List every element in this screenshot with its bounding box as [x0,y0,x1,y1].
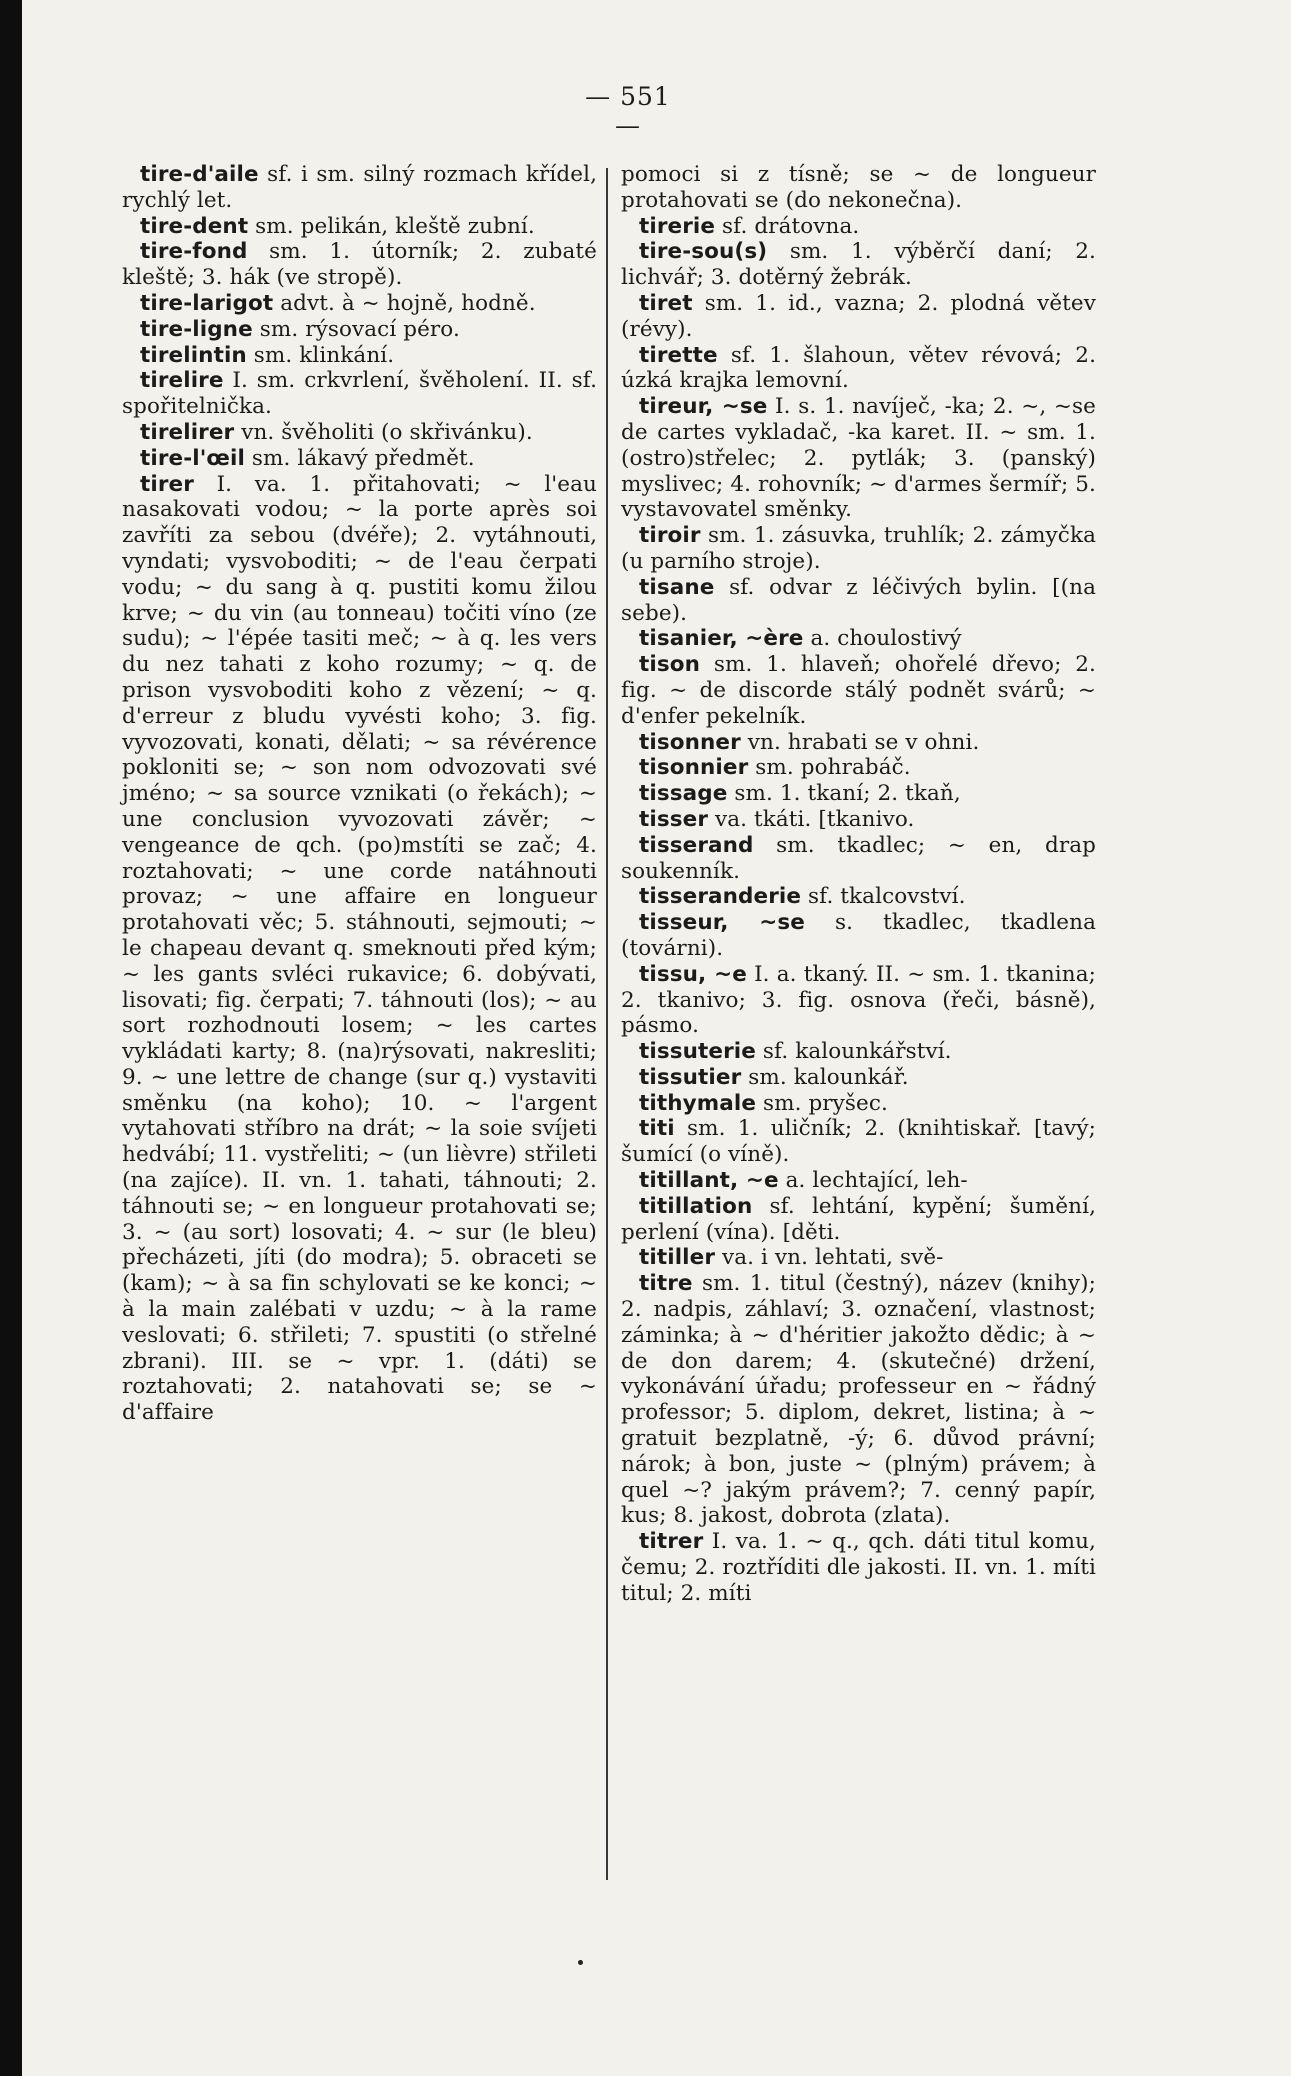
entry-definition: sf. i sm. silný rozmach křídel, rychlý let. [122,162,598,213]
entry-definition: I. va. 1. ~ q., qch. dáti titul komu, čemu; 2. roztříditi dle jakosti. II. vn. 1. míti titul; 2. míti [621,1529,1096,1606]
dictionary-entry [621,1245,1096,1271]
dictionary-entry [621,1116,1096,1168]
entry-definition: s. tkadlec, tkadlena (továrni). [621,910,1097,961]
entry-headword: tissu, ~e [639,961,747,987]
entry-definition: I. va. 1. přitahovati; ~ l'eau nasakovati vodou; ~ la porte après soi zavříti za sebou (dvéře); 2. vytáhnouti, vyndati; vysvoboditi; ~ de l'eau čerpati vodu; ~ du sang à q. pustiti komu žilou krve; ~ du vin (au tonneau) točiti víno (ze sudu); ~ l'épée tasiti meč; ~ à q. les vers du nez tahati z koho rozumy; ~ q. de prison vysvoboditi koho z vězení; ~ q. d'erreur z bludu vyvésti koho; 3. fig. vyvozovati, konati, dělati; ~ sa révérence pokloniti se; ~ son nom odvozovati své jméno; ~ sa source vznikati (o řekách); ~ une conclusion vyvozovati závěr; ~ vengeance de qch. (po)mstíti se zač; 4. roztahovati; ~ une corde natáhnouti provaz; ~ une affaire en longueur protahovati věc; 5. stáhnouti, sejmouti; ~ le chapeau devant q. smeknouti před kým; ~ les gants svléci rukavice; 6. dobývati, lisovati; fig. čerpati; 7. táhnouti (los); ~ au sort rozhodnouti losem; ~ les cartes vykládati karty; 8. (na)rýsovati, nakresliti; 9. ~ une lettre de change (sur q.) vystaviti směnku (na koho); 10. ~ l'argent vytahovati stříbro na drát; ~ la soie svíjeti hedvábí; 11. vystřeliti; ~ (un lièvre) střileti (na zajíce). II. vn. 1. tahati, táhnouti; 2. táhnouti se; ~ en longueur protahovati se; 3. ~ (au sort) losovati; 4. ~ sur (le bleu) přecházeti, jíti (do modra); 5. obraceti se (kam); ~ à sa fin schylovati se ke konci; ~ à la main zalébati v uzdu; ~ à la rame veslovati; 6. střileti; 7. spustiti (o střelné zbrani). III. se ~ vpr. 1. (dáti) se roztahovati; 2. natahovati se; se ~ d'affaire [122,471,597,1426]
entry-headword: titrer [639,1529,704,1555]
dictionary-entry [122,368,597,420]
entry-headword: tire-sou(s) [639,239,768,265]
dictionary-entry [621,807,1096,833]
page-number: — 551 — [585,82,671,140]
entry-headword: tire-ligne [140,316,253,342]
entry-definition: sf. tkalcovství. [808,884,966,910]
entry-headword: tiroir [639,523,701,549]
entry-definition: sm. klinkání. [253,342,395,368]
entry-definition: a. lechtající, leh- [785,1168,968,1194]
entry-headword: tire-larigot [140,290,274,316]
entry-headword: tire-d'aile [140,162,259,187]
entry-definition: I. sm. crkvrlení, švěholení. II. sf. spořitelnička. [122,368,598,420]
entry-headword: tirerie [639,213,716,239]
entry-definition: sm. pelikán, kleště zubní. [255,213,535,239]
entry-definition: advt. à ~ hojně, hodně. [280,290,536,316]
entry-definition: sm. 1. výběrčí daní; 2. lichvář; 3. dotěrný žebrák. [621,239,1096,291]
dictionary-entry [621,962,1096,1039]
dictionary-entry [621,1271,1096,1529]
entry-headword: tithymale [639,1090,757,1116]
entry-headword: tissage [639,781,728,807]
dictionary-page [22,0,1291,2076]
dictionary-entry [621,1529,1096,1606]
dictionary-entry [621,730,1096,756]
entry-headword: tirelire [140,368,224,394]
entry-definition: sf. drátovna. [722,213,860,239]
entry-definition: sf. lehtání, kypění; šumění, perlení (vína). [děti. [621,1193,1096,1245]
dictionary-entry [122,420,597,446]
dictionary-entry [621,781,1096,807]
right-column [621,162,1096,1607]
entry-headword: tire-l'œil [140,445,245,471]
dictionary-entry [621,652,1096,729]
dictionary-entry [621,1168,1096,1194]
entry-definition: sm. kalounkář. [748,1064,909,1090]
entry-headword: titillant, ~e [639,1168,779,1194]
dictionary-entry [621,162,1096,214]
entry-headword: tisonnier [639,755,749,781]
entry-headword: tisonner [639,729,741,755]
dictionary-entry [621,833,1096,885]
dictionary-entry [621,755,1096,781]
entry-definition: sf. odvar z léčivých bylin. [(na sebe). [621,574,1096,626]
dictionary-entry [621,626,1096,652]
entry-headword: tire-dent [140,213,249,239]
entry-definition: sm. 1. hlaveň; ohořelé dřevo; 2. fig. ~ de discorde stálý podnět svárů; ~ d'enfer pekelník. [621,652,1096,729]
dictionary-entry [122,239,597,291]
dictionary-entry [621,394,1096,523]
entry-headword: tirer [140,471,194,497]
dictionary-entry [621,343,1096,395]
entry-definition: sm. pryšec. [762,1090,888,1116]
entry-definition: sm. pohrabáč. [755,755,911,781]
entry-definition: sm. 1. titul (čestný), název (knihy); 2. nadpis, záhlaví; 3. označení, vlastnost; záminka; à ~ d'héritier jakožto dědic; à ~ de don darem; 4. (skutečné) držení, vykonávání úřadu; professeur en ~ řádný professor; 5. diplom, dekret, listina; à ~ gratuit bezplatně, -ý; 6. důvod právní; nárok; à bon, juste ~ (plným) právem; à quel ~? jakým právem?; 7. cenný papír, kus; 8. jakost, dobrota (zlata). [621,1271,1096,1529]
dictionary-entry [122,472,597,1426]
dictionary-entry [122,446,597,472]
entry-definition: sf. kalounkářství. [762,1039,952,1065]
dictionary-entry [122,291,597,317]
entry-headword: titi [639,1116,675,1142]
entry-definition: va. i vn. lehtati, svě- [721,1245,944,1271]
entry-definition: I. a. tkaný. II. ~ sm. 1. tkanina; 2. tkanivo; 3. fig. osnova (řeči, básně), pásmo. [621,961,1096,1039]
entry-headword: tiret [639,290,693,316]
dictionary-entry [621,884,1096,910]
entry-headword: tireur, ~se [639,394,768,420]
entry-headword: tisser [639,806,709,832]
dictionary-entry [621,214,1096,240]
entry-headword: tisseranderie [639,884,802,910]
column-divider [606,168,608,1880]
entry-definition: sm. lákavý předmět. [251,445,475,471]
entry-headword: tire-fond [140,239,248,265]
entry-definition: sm. tkadlec; ~ en, drap soukenník. [621,832,1096,884]
entry-definition: sm. 1. zásuvka, truhlík; 2. zámyčka (u parního stroje). [621,523,1096,574]
entry-definition: vn. hrabati se v ohni. [747,729,980,755]
entry-headword: tisane [639,574,715,600]
dictionary-entry [621,1065,1096,1091]
dictionary-entry [122,317,597,343]
entry-headword: tison [639,652,701,678]
entry-definition: sm. 1. útorník; 2. zubaté kleště; 3. hák (ve stropě). [122,239,597,291]
entry-definition: pomoci si z tísně; se ~ de longueur protahovati se (do nekonečna). [621,162,1096,213]
entry-headword: tissuterie [639,1039,756,1065]
entry-headword: tissutier [639,1064,742,1090]
ink-speck [578,1960,583,1965]
entry-definition: sm. 1. id., vazna; 2. plodná větev (révy). [621,290,1096,342]
entry-definition: sm. 1. tkaní; 2. tkaň, [734,781,961,807]
left-column [122,162,597,1426]
dictionary-entry [621,1091,1096,1117]
entry-definition: sf. 1. šlahoun, větev révová; 2. úzká krajka lemovní. [621,342,1096,394]
entry-headword: titre [639,1271,693,1297]
dictionary-entry [621,575,1096,627]
entry-headword: tisanier, ~ère [639,626,804,652]
dictionary-entry [122,214,597,240]
entry-headword: titillation [639,1193,753,1219]
entry-headword: tisserand [639,832,754,858]
dictionary-entry [621,523,1096,575]
entry-definition: a. choulostivý [810,626,962,652]
entry-definition: vn. švěholiti (o skřivánku). [241,419,533,445]
dictionary-entry [621,239,1096,291]
dictionary-entry [621,1039,1096,1065]
entry-headword: tisseur, ~se [639,910,805,936]
dictionary-entry [621,291,1096,343]
entry-definition: sm. 1. uličník; 2. (knihtiskař. [tavý; šumící (o víně). [621,1116,1096,1168]
dictionary-entry [122,162,597,214]
entry-headword: titiller [639,1245,716,1271]
entry-definition: sm. rýsovací péro. [259,316,460,342]
entry-headword: tirelirer [140,419,235,445]
dictionary-entry [621,910,1096,962]
dictionary-entry [122,343,597,369]
entry-definition: va. tkáti. [tkanivo. [714,806,915,832]
dictionary-entry [621,1194,1096,1246]
entry-definition: I. s. 1. navíječ, -ka; 2. ~, ~se de cartes vykladač, -ka karet. II. ~ sm. 1. (ostro)střelec; 2. pytlák; 3. (panský) myslivec; 4. rohovník; ~ d'armes šermíř; 5. vystavovatel směnky. [621,394,1096,523]
entry-headword: tirelintin [140,342,247,368]
entry-headword: tirette [639,342,718,368]
